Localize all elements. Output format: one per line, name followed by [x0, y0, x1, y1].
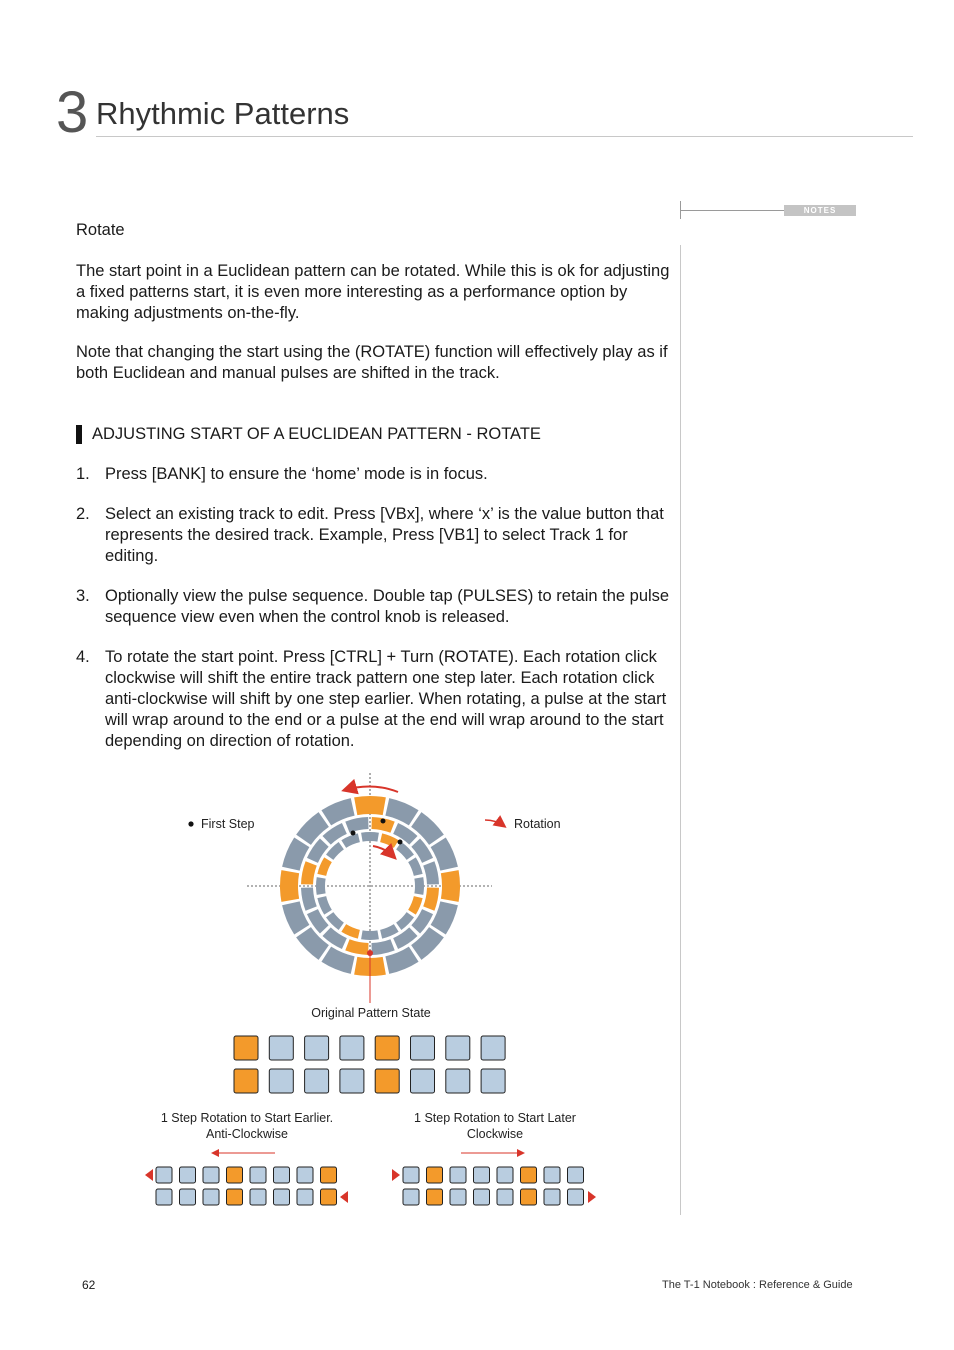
original-step-2-7: [446, 1069, 470, 1093]
chapter-title: Rhythmic Patterns: [96, 96, 350, 131]
later-step-2-5: [497, 1189, 513, 1205]
middle-ring-step-5: [423, 887, 439, 910]
outer-ring-step-15: [296, 812, 329, 845]
later-right-arrowhead: [588, 1191, 596, 1203]
later-step-1-8: [568, 1167, 584, 1183]
original-step-1-1: [234, 1036, 258, 1060]
step-3: 3. Optionally view the pulse sequence. Double tap (PULSES) to retain the pulse sequence view even when the control knob is released.: [76, 587, 670, 626]
outer-ring-step-3: [411, 812, 444, 845]
rotation-legend-icon: [485, 820, 504, 826]
procedure-title: ADJUSTING START OF A EUCLIDEAN PATTERN - ROTATE: [92, 425, 541, 443]
original-step-1-6: [411, 1036, 435, 1060]
later-label-1: 1 Step Rotation to Start Later: [414, 1111, 576, 1125]
key-ctrl: [CTRL]: [329, 648, 382, 666]
note-paragraph: Note that changing the start using the (ROTATE) function will effectively play as if both Euclidean and manual pulses are shifted in the track.: [76, 343, 668, 382]
earlier-pattern-grid: [156, 1167, 337, 1205]
earlier-label-2: Anti-Clockwise: [206, 1127, 288, 1141]
earlier-step-2-1: [156, 1189, 172, 1205]
key-rotate: (ROTATE): [438, 648, 514, 666]
middle-ring-step-16: [345, 817, 368, 833]
earlier-step-1-3: [203, 1167, 219, 1183]
middle-ring-step-4: [423, 861, 439, 884]
original-step-1-8: [481, 1036, 505, 1060]
key-vb1: [VB1]: [438, 526, 480, 544]
first-step-marker-2: [381, 819, 386, 824]
later-step-1-3: [450, 1167, 466, 1183]
earlier-step-1-5: [250, 1167, 266, 1183]
original-step-1-4: [340, 1036, 364, 1060]
outer-ring-step-7: [411, 927, 444, 960]
earlier-step-1-8: [321, 1167, 337, 1183]
later-step-1-2: [427, 1167, 443, 1183]
inner-ring-step-1: [380, 833, 398, 847]
first-step-marker-1: [351, 831, 356, 836]
inner-ring-step-6: [396, 912, 414, 930]
earlier-step-1-6: [274, 1167, 290, 1183]
middle-ring-step-9: [345, 939, 368, 955]
rotation-arrow-top: [345, 786, 398, 792]
inner-ring-step-9: [341, 924, 359, 938]
footer-title: The T-1 Notebook : Reference & Guide: [662, 1279, 853, 1291]
later-step-1-7: [544, 1167, 560, 1183]
inner-ring-step-8: [361, 930, 379, 940]
middle-ring-step-8: [371, 939, 394, 955]
inner-ring-step-2: [396, 842, 414, 860]
inner-ring-step-3: [408, 857, 422, 875]
inner-ring-step-11: [317, 896, 331, 914]
original-step-2-3: [305, 1069, 329, 1093]
notes-label: NOTES: [784, 205, 856, 216]
key-bank: [BANK]: [151, 465, 206, 483]
original-pointer-dot: [367, 950, 373, 956]
original-step-2-5: [375, 1069, 399, 1093]
inner-ring-step-15: [341, 833, 359, 847]
later-step-1-5: [497, 1167, 513, 1183]
later-step-1-4: [474, 1167, 490, 1183]
later-label-2: Clockwise: [466, 1127, 524, 1141]
key-pulses: (PULSES): [457, 587, 534, 605]
step-2: 2. Select an existing track to edit. Press [VBx], where ‘x’ is the value button that represents the desired track. Example, Press [VB1] to select Track 1 for editing.: [76, 505, 664, 565]
earlier-step-2-5: [250, 1189, 266, 1205]
later-step-2-4: [474, 1189, 490, 1205]
intro-paragraph: The start point in a Euclidean pattern can be rotated. While this is ok for adjusting a fixed patterns start, it is even more interesting as a performance option by making adjustments on-the-fly.: [76, 262, 670, 322]
later-step-2-6: [521, 1189, 537, 1205]
later-step-2-1: [403, 1189, 419, 1205]
step-1: 1. Press [BANK] to ensure the ‘home’ mode is in focus.: [76, 465, 488, 483]
later-step-2-3: [450, 1189, 466, 1205]
earlier-step-2-2: [180, 1189, 196, 1205]
original-step-2-4: [340, 1069, 364, 1093]
inner-ring-step-13: [317, 857, 331, 875]
key-vbx: [VBx]: [380, 505, 420, 523]
outer-ring-step-1: [354, 796, 386, 815]
section-heading: Rotate: [76, 221, 125, 239]
earlier-step-2-4: [227, 1189, 243, 1205]
earlier-step-2-7: [297, 1189, 313, 1205]
legend-rotation: Rotation: [514, 817, 561, 831]
first-step-legend-icon: [188, 821, 193, 826]
original-step-2-2: [269, 1069, 293, 1093]
original-step-2-8: [481, 1069, 505, 1093]
original-step-1-2: [269, 1036, 293, 1060]
page-number: 62: [82, 1278, 96, 1292]
later-pattern-grid: [403, 1167, 584, 1205]
earlier-step-1-1: [156, 1167, 172, 1183]
chapter-number: 3: [56, 80, 89, 145]
inner-ring-step-7: [380, 924, 398, 938]
rotation-arrow-inner: [373, 846, 394, 857]
earlier-right-arrowhead: [340, 1191, 348, 1203]
earlier-step-1-7: [297, 1167, 313, 1183]
earlier-step-1-4: [227, 1167, 243, 1183]
inner-ring-step-5: [408, 896, 422, 914]
later-step-1-1: [403, 1167, 419, 1183]
original-label: Original Pattern State: [311, 1006, 431, 1020]
later-left-arrowhead: [392, 1169, 400, 1181]
inner-ring-step-16: [361, 832, 379, 842]
original-step-1-5: [375, 1036, 399, 1060]
earlier-left-arrowhead: [145, 1169, 153, 1181]
inner-ring-step-14: [326, 842, 344, 860]
original-step-2-1: [234, 1069, 258, 1093]
later-step-2-2: [427, 1189, 443, 1205]
outer-ring-step-11: [296, 927, 329, 960]
inner-ring-step-4: [414, 877, 424, 895]
earlier-step-2-8: [321, 1189, 337, 1205]
inner-ring-step-10: [326, 912, 344, 930]
outer-ring-step-5: [441, 870, 460, 902]
middle-ring-step-12: [301, 887, 317, 910]
later-step-1-6: [521, 1167, 537, 1183]
earlier-step-2-6: [274, 1189, 290, 1205]
original-step-1-7: [446, 1036, 470, 1060]
first-step-marker-3: [398, 840, 403, 845]
earlier-step-1-2: [180, 1167, 196, 1183]
original-step-1-3: [305, 1036, 329, 1060]
outer-ring-step-13: [280, 870, 299, 902]
middle-ring-step-13: [301, 861, 317, 884]
legend-first-step: First Step: [201, 817, 255, 831]
later-step-2-7: [544, 1189, 560, 1205]
inner-ring-step-12: [316, 877, 326, 895]
later-step-2-8: [568, 1189, 584, 1205]
earlier-step-2-3: [203, 1189, 219, 1205]
original-pattern-grid: [234, 1036, 505, 1093]
original-step-2-6: [411, 1069, 435, 1093]
step-4: 4. To rotate the start point. Press [CTRL] + Turn (ROTATE). Each rotation click clockwise will shift the entire track pattern one step later. Each rotation click anti-clockwise will shift by one step earlier. When rotating, a pulse at the start will wrap around to the end or a pulse at the end will wrap around to the start depending on direction of rotation.: [76, 648, 667, 750]
earlier-label-1: 1 Step Rotation to Start Earlier.: [160, 1111, 334, 1125]
